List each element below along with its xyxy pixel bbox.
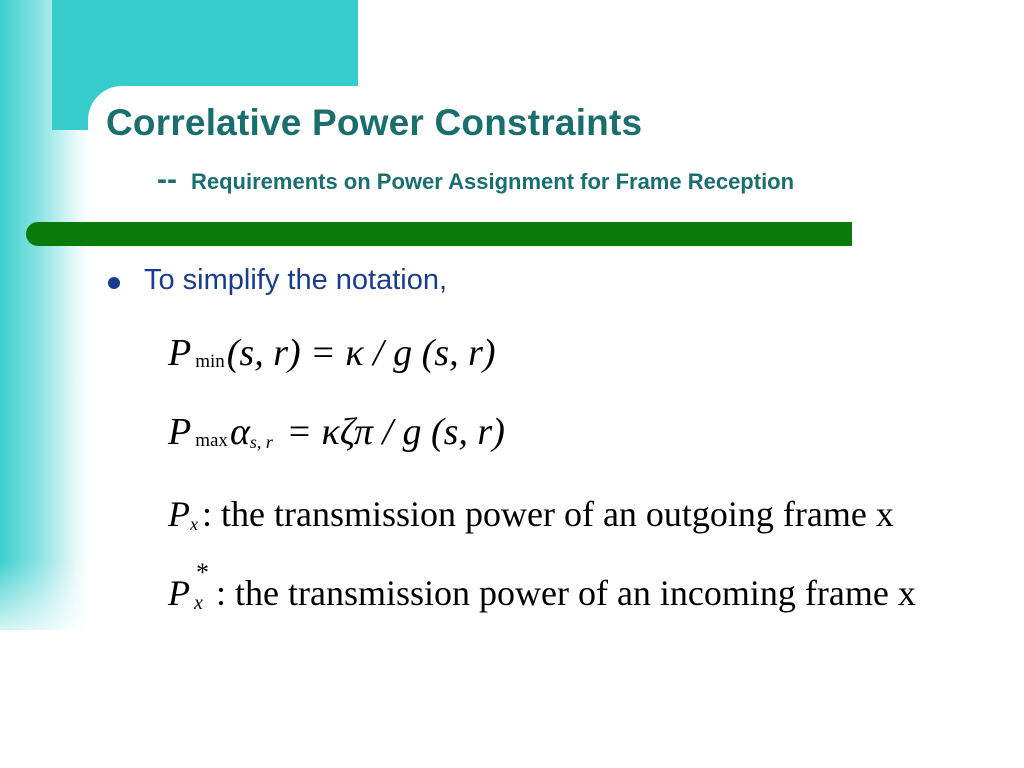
eq3-sub: x bbox=[190, 514, 198, 534]
slide-title: Correlative Power Constraints bbox=[106, 102, 643, 143]
eq4-text: : the transmission power of an incoming frame x bbox=[216, 573, 916, 613]
slide-subtitle bbox=[157, 163, 794, 197]
eq1-sub: min bbox=[195, 351, 225, 372]
eq4-sub: x bbox=[194, 592, 203, 614]
eq3-text: : the transmission power of an outgoing frame x bbox=[202, 494, 894, 534]
eq2-rhs: = κζπ / g (s, r) bbox=[276, 411, 505, 453]
title-divider-bar bbox=[26, 222, 852, 246]
bullet-text: To simplify the notation, bbox=[144, 264, 448, 296]
bullet-icon bbox=[108, 277, 120, 289]
eq4-sup: * bbox=[196, 558, 209, 587]
eq3-p: P bbox=[168, 494, 190, 534]
eq2-alpha-sub: s, r bbox=[249, 432, 273, 452]
eq2-sub: max bbox=[195, 430, 228, 451]
eq1-p: P bbox=[168, 332, 192, 374]
eq2-alpha: α bbox=[229, 411, 250, 453]
eq4-symbol bbox=[168, 558, 209, 614]
definition-px bbox=[168, 493, 894, 535]
definition-px-star bbox=[168, 558, 916, 614]
subtitle-text: Requirements on Power Assignment for Frame Reception bbox=[190, 169, 795, 194]
eq1-kappa: κ bbox=[345, 332, 364, 374]
equation-pmax bbox=[168, 410, 505, 454]
eq1-lhs: (s, r) = bbox=[226, 332, 346, 374]
eq4-p: P bbox=[168, 573, 190, 613]
equation-pmin bbox=[168, 331, 496, 375]
left-gradient-fade bbox=[0, 560, 90, 650]
eq2-p: P bbox=[168, 411, 192, 453]
eq1-rhs: / g (s, r) bbox=[363, 332, 496, 374]
subtitle-dash: -- bbox=[157, 163, 177, 196]
